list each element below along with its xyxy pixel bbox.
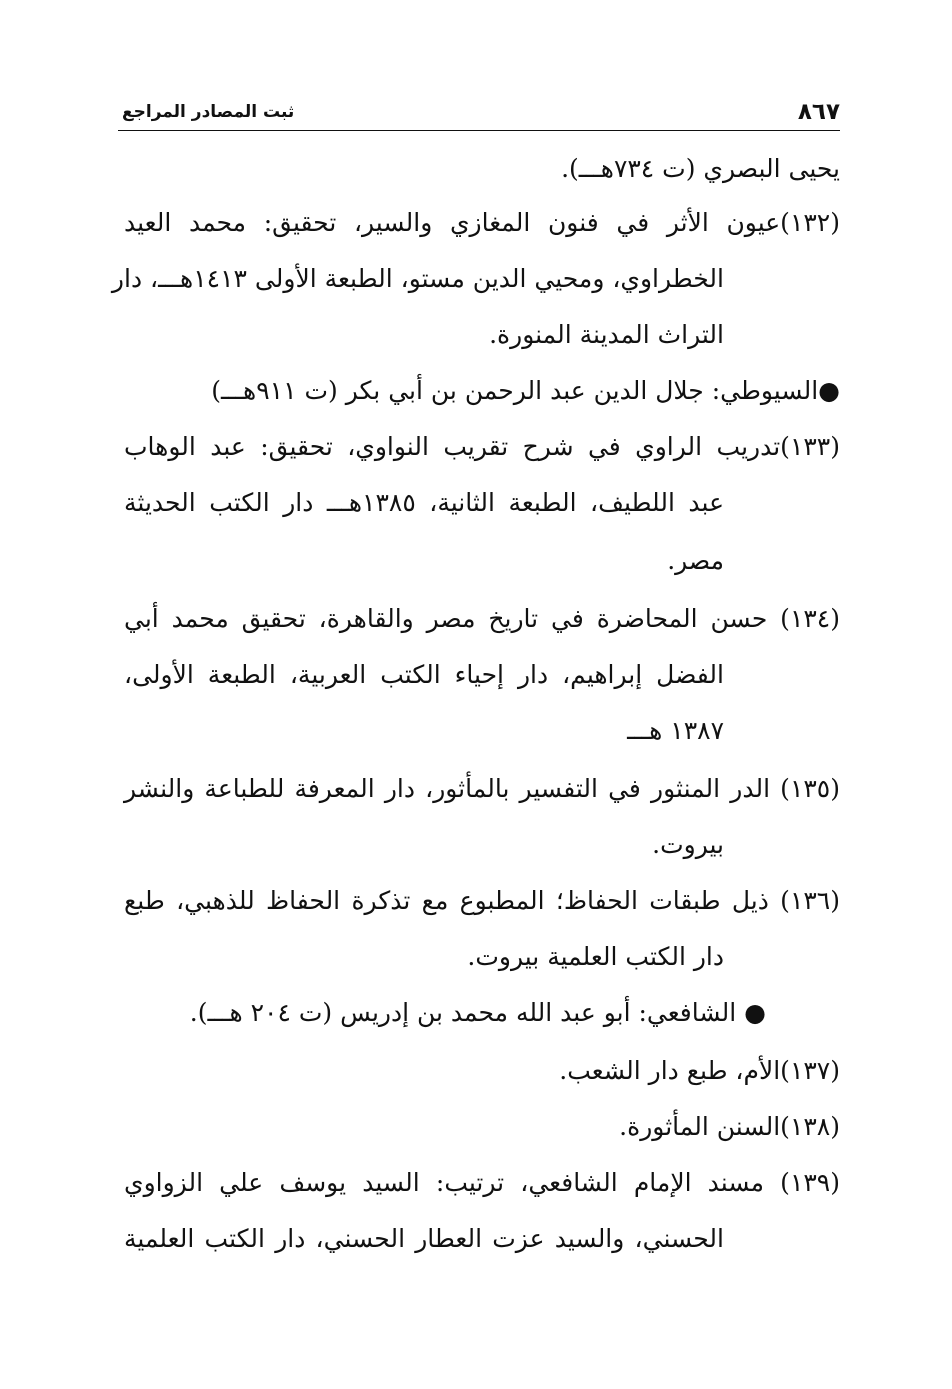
text-line: يحيى البصري (ت ٧٣٤هـــ). [561,154,840,183]
entry-first-line: (١٣٢)عيون الأثر في فنون المغازي والسير، تحقيق: محمد العيد [124,208,840,237]
entry-continuation-line: الفضل إبراهيم، دار إحياء الكتب العربية، الطبعة الأولى، [124,660,724,689]
entry-last-line: التراث المدينة المنورة. [489,320,724,349]
entry-last-line: ١٣٨٧ هـــ [627,716,724,745]
author-heading: ●السيوطي: جلال الدين عبد الرحمن بن أبي بكر (ت ٩١١هـــ) [211,376,840,405]
author-heading: ● الشافعي: أبو عبد الله محمد بن إدريس (ت ٢٠٤ هـــ). [189,998,766,1027]
entry-continuation-line: الحسني، والسيد عزت العطار الحسني، دار الكتب العلمية [124,1224,724,1253]
entry-line: (١٣٧)الأم، طبع دار الشعب. [559,1056,840,1085]
entry-last-line: مصر. [667,546,724,575]
page-number: ٨٦٧ [797,99,840,125]
entry-continuation-line: الخطراوي، ومحيي الدين مستو، الطبعة الأولى ١٤١٣هـــ، دار [111,264,724,293]
entry-first-line: (١٣٦) ذيل طبقات الحفاظ؛ المطبوع مع تذكرة الحفاظ للذهبي، طبع [124,886,840,915]
running-title: ثبت المصادر المراجع [122,102,295,122]
entry-first-line: (١٣٣)تدريب الراوي في شرح تقريب النواوي، تحقيق: عبد الوهاب [124,432,840,461]
entry-last-line: بيروت. [652,830,724,859]
entry-last-line: دار الكتب العلمية بيروت. [467,942,724,971]
entry-first-line: (١٣٩) مسند الإمام الشافعي، ترتيب: السيد يوسف علي الزواوي [124,1168,840,1197]
entry-first-line: (١٣٥) الدر المنثور في التفسير بالمأثور، دار المعرفة للطباعة والنشر [124,774,840,803]
entry-continuation-line: عبد اللطيف، الطبعة الثانية، ١٣٨٥هـــ دار الكتب الحديثة [124,488,724,517]
entry-first-line: (١٣٤) حسن المحاضرة في تاريخ مصر والقاهرة، تحقيق محمد أبي [124,604,840,633]
entry-line: (١٣٨)السنن المأثورة. [619,1112,840,1141]
